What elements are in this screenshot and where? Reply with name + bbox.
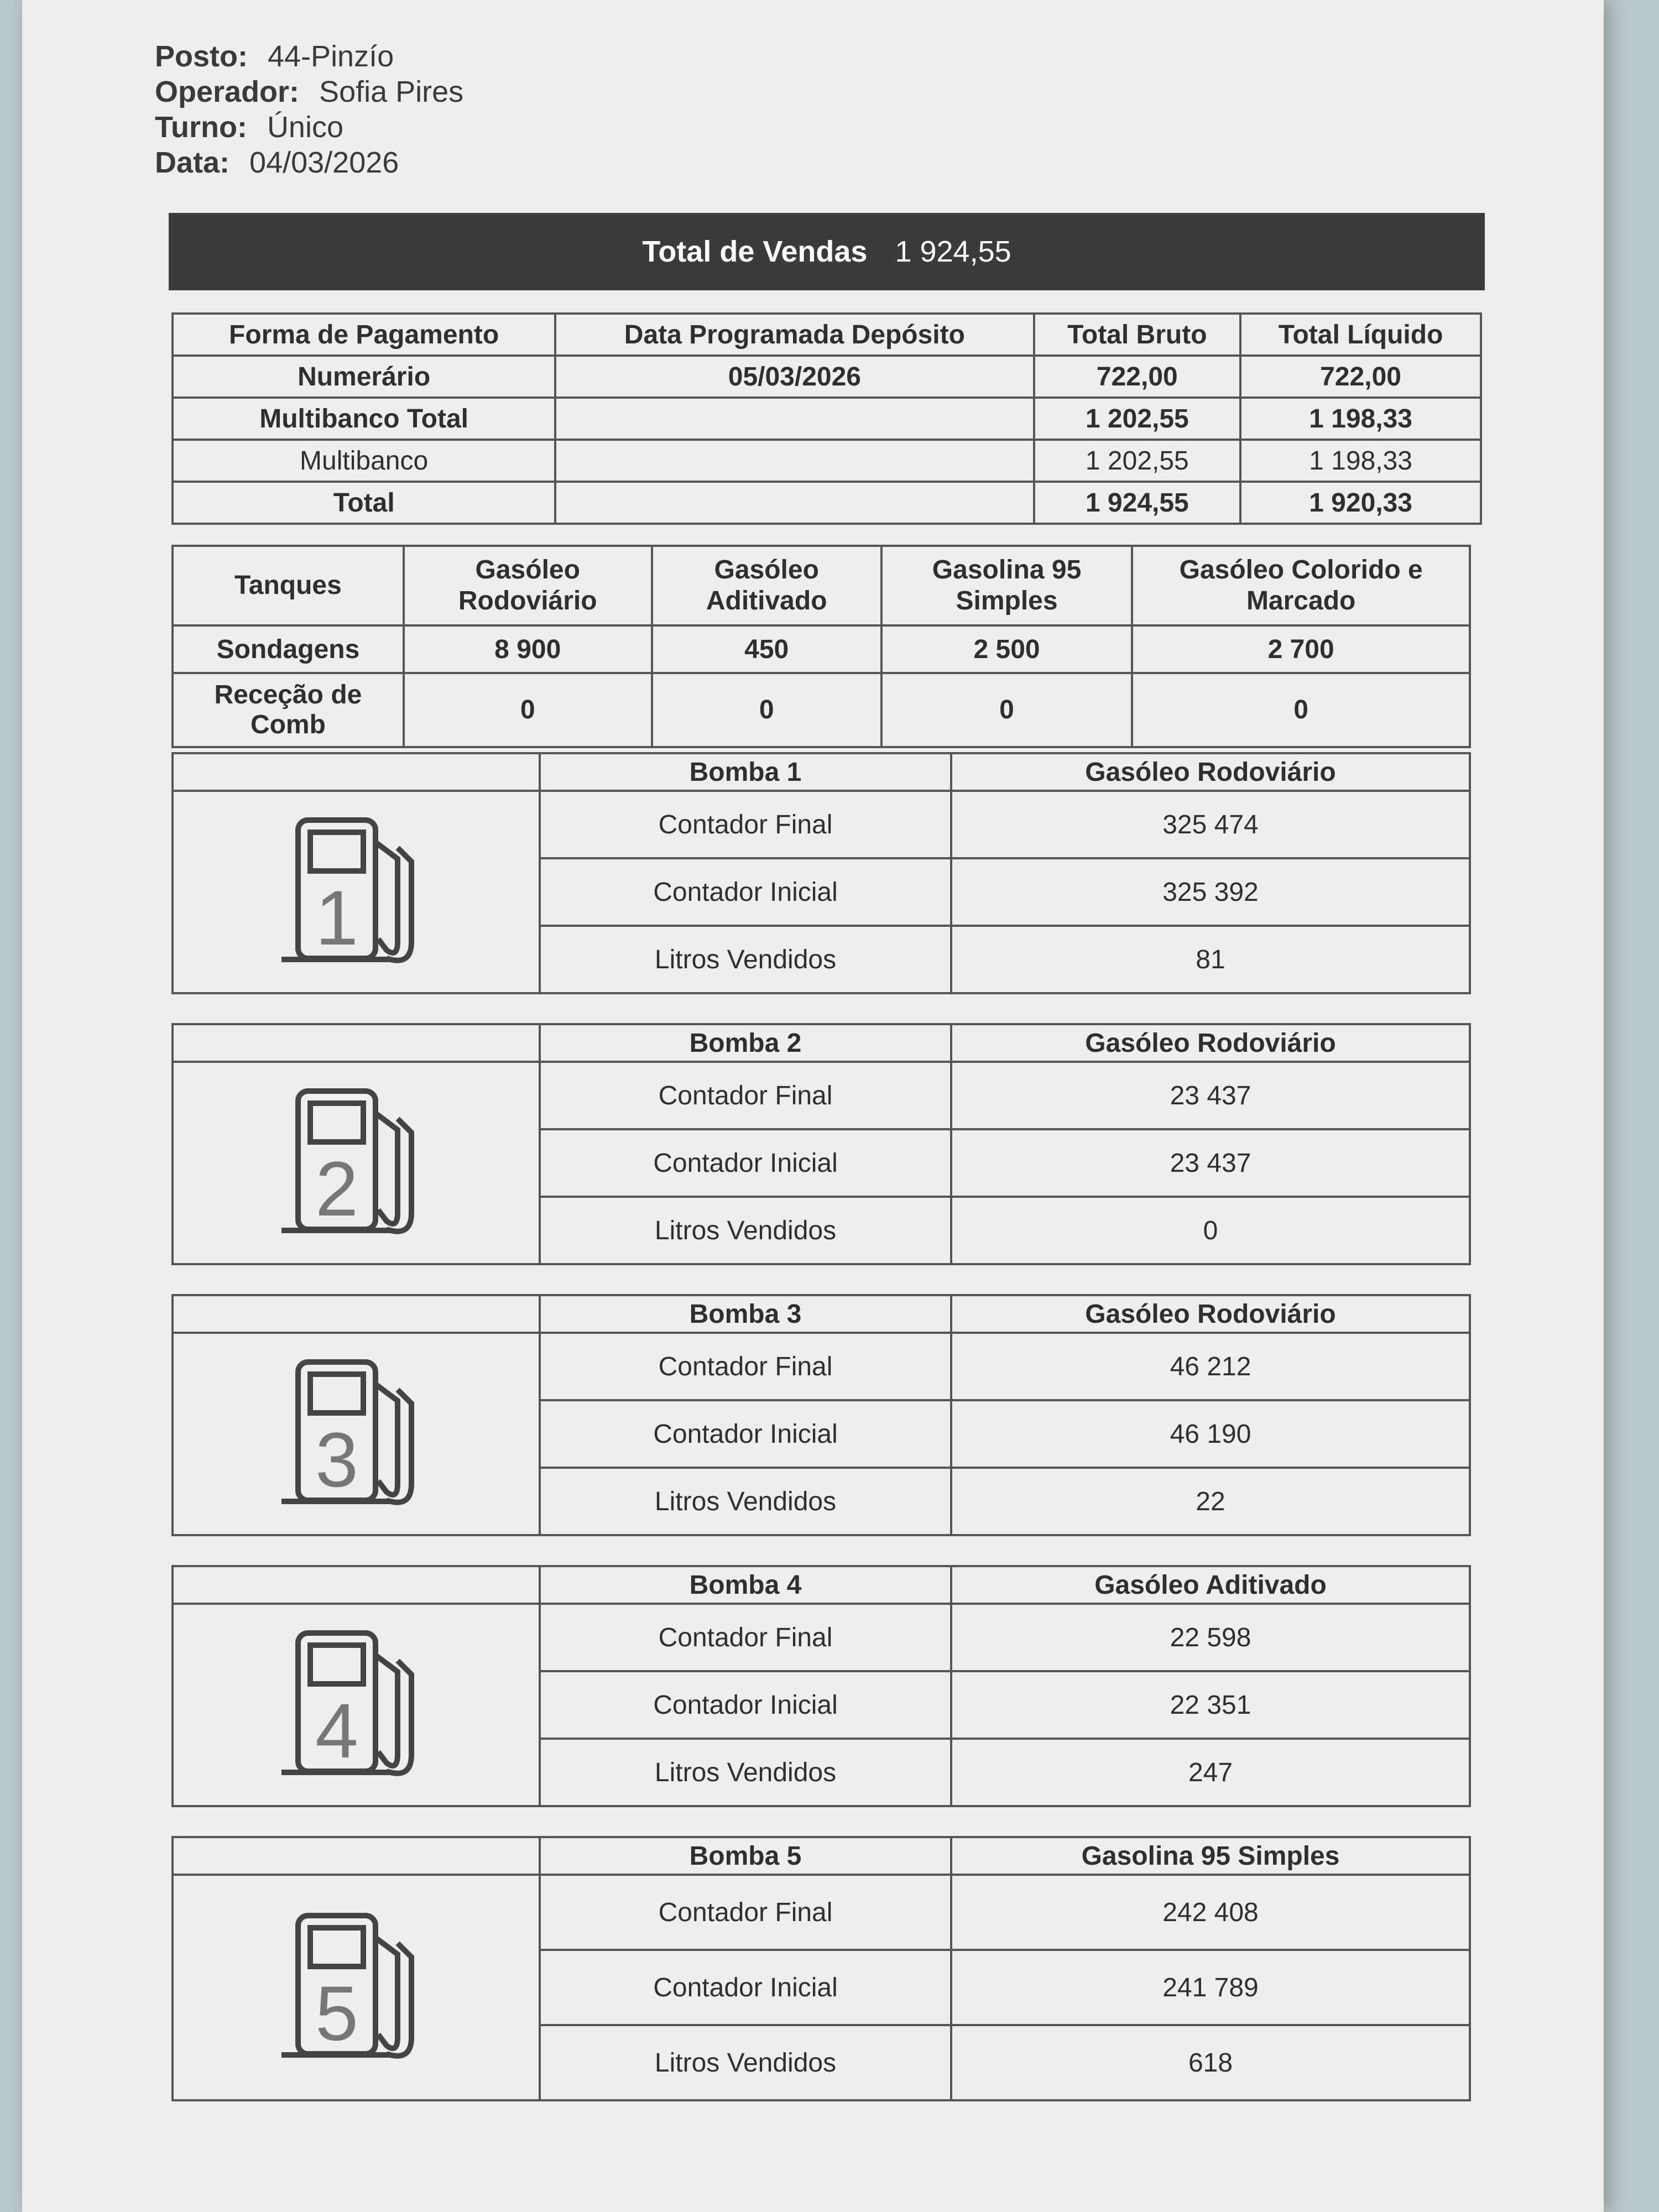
pump-blank-header (173, 1566, 540, 1604)
pump-number: 4 (315, 1687, 358, 1774)
pump-title: Bomba 4 (540, 1566, 951, 1604)
counter-label: Litros Vendidos (540, 2025, 951, 2100)
table-row (173, 1604, 1470, 1671)
counter-label: Contador Final (540, 1604, 951, 1671)
pump-fuel: Gasóleo Rodoviário (951, 1024, 1470, 1062)
pump-fuel: Gasóleo Rodoviário (951, 1295, 1470, 1333)
tank-value: 0 (1132, 673, 1470, 747)
counter-value: 325 474 (951, 791, 1470, 858)
counter-value: 0 (951, 1197, 1470, 1264)
pump-number: 1 (315, 874, 358, 961)
counter-label: Contador Final (540, 1333, 951, 1400)
counter-value: 325 392 (951, 858, 1470, 926)
gross-total: 1 202,55 (1034, 398, 1241, 440)
table-row (173, 482, 1481, 524)
fuel-pump-icon (281, 809, 431, 975)
payment-method: Total (173, 482, 555, 524)
pump-number: 5 (315, 1970, 358, 2057)
counter-label: Litros Vendidos (540, 1739, 951, 1806)
pump-number: 2 (315, 1145, 358, 1232)
tanks-header-cell: Tanques (173, 546, 404, 625)
pump-fuel: Gasolina 95 Simples (951, 1837, 1470, 1875)
table-row (173, 1062, 1470, 1129)
counter-label: Contador Final (540, 791, 951, 858)
pump-header-row (173, 1295, 1470, 1333)
tanks-header-cell: Gasolina 95 Simples (881, 546, 1133, 625)
pump-blank-header (173, 753, 540, 791)
tank-row-label: Sondagens (173, 625, 404, 673)
counter-value: 241 789 (951, 1950, 1470, 2025)
net-total: 722,00 (1240, 356, 1481, 398)
pump-header-row (173, 1837, 1470, 1875)
pump-blank-header (173, 1837, 540, 1875)
counter-value: 46 212 (951, 1333, 1470, 1400)
pump-blank-header (173, 1295, 540, 1333)
table-row (173, 440, 1481, 482)
net-total: 1 198,33 (1240, 440, 1481, 482)
counter-label: Litros Vendidos (540, 1468, 951, 1535)
counter-label: Litros Vendidos (540, 1197, 951, 1264)
turno-label: Turno: (155, 111, 247, 144)
pump-title: Bomba 5 (540, 1837, 951, 1875)
payments-header-cell: Total Bruto (1034, 314, 1241, 356)
table-row (173, 356, 1481, 398)
pump-title: Bomba 3 (540, 1295, 951, 1333)
counter-value: 22 351 (951, 1671, 1470, 1739)
counter-label: Contador Inicial (540, 858, 951, 926)
pump-table-4 (171, 1565, 1471, 1807)
tank-value: 2 700 (1132, 625, 1470, 673)
deposit-date (555, 398, 1034, 440)
posto-value: 44-Pinzío (268, 40, 394, 73)
pump-number: 3 (315, 1416, 358, 1503)
deposit-date (555, 482, 1034, 524)
total-sales-banner (169, 213, 1485, 290)
table-row (173, 625, 1470, 673)
table-row (173, 673, 1470, 747)
turno-value: Único (267, 111, 343, 144)
gross-total: 1 202,55 (1034, 440, 1241, 482)
data-value: 04/03/2026 (249, 146, 399, 179)
deposit-date (555, 440, 1034, 482)
fuel-pump-icon (281, 1080, 431, 1246)
payments-header-cell: Data Programada Depósito (555, 314, 1034, 356)
counter-label: Contador Inicial (540, 1400, 951, 1468)
counter-value: 22 598 (951, 1604, 1470, 1671)
operador-label: Operador: (155, 75, 300, 108)
tank-value: 0 (652, 673, 881, 747)
counter-label: Contador Inicial (540, 1950, 951, 2025)
tank-value: 8 900 (404, 625, 652, 673)
table-row (173, 791, 1470, 858)
counter-value: 247 (951, 1739, 1470, 1806)
data-label: Data: (155, 146, 230, 179)
counter-value: 618 (951, 2025, 1470, 2100)
pump-icon-cell (173, 791, 540, 993)
tank-value: 0 (881, 673, 1133, 747)
fuel-pump-icon (281, 1905, 431, 2070)
tanks-header-cell: Gasóleo Rodoviário (404, 546, 652, 625)
payments-table (171, 312, 1482, 525)
report-header (155, 39, 463, 180)
pump-icon-cell (173, 1333, 540, 1535)
tanks-header-cell: Gasóleo Colorido e Marcado (1132, 546, 1470, 625)
payments-header-row (173, 314, 1481, 356)
tank-value: 450 (652, 625, 881, 673)
table-row (173, 1875, 1470, 1950)
gross-total: 1 924,55 (1034, 482, 1241, 524)
payment-method: Multibanco (173, 440, 555, 482)
tanks-header-cell: Gasóleo Aditivado (652, 546, 881, 625)
fuel-pump-icon (281, 1622, 431, 1788)
counter-value: 46 190 (951, 1400, 1470, 1468)
tank-value: 0 (404, 673, 652, 747)
counter-label: Contador Final (540, 1875, 951, 1950)
pump-icon-cell (173, 1062, 540, 1264)
counter-label: Contador Final (540, 1062, 951, 1129)
tanks-table (171, 545, 1471, 748)
counter-value: 81 (951, 926, 1470, 993)
pump-header-row (173, 1024, 1470, 1062)
payment-method: Multibanco Total (173, 398, 555, 440)
paper-sheet (22, 0, 1604, 2212)
total-sales-value: 1 924,55 (895, 235, 1011, 268)
posto-label: Posto: (155, 40, 248, 73)
pump-blank-header (173, 1024, 540, 1062)
pump-table-5 (171, 1836, 1471, 2101)
net-total: 1 198,33 (1240, 398, 1481, 440)
pump-icon-cell (173, 1875, 540, 2100)
table-row (173, 398, 1481, 440)
payment-method: Numerário (173, 356, 555, 398)
pump-fuel: Gasóleo Rodoviário (951, 753, 1470, 791)
tank-value: 2 500 (881, 625, 1133, 673)
deposit-date: 05/03/2026 (555, 356, 1034, 398)
net-total: 1 920,33 (1240, 482, 1481, 524)
counter-label: Litros Vendidos (540, 926, 951, 993)
counter-value: 22 (951, 1468, 1470, 1535)
pump-table-3 (171, 1294, 1471, 1536)
fuel-pump-icon (281, 1351, 431, 1517)
pump-table-1 (171, 752, 1471, 994)
pump-title: Bomba 2 (540, 1024, 951, 1062)
counter-label: Contador Inicial (540, 1671, 951, 1739)
table-row (173, 1333, 1470, 1400)
payments-header-cell: Forma de Pagamento (173, 314, 555, 356)
pump-icon-cell (173, 1604, 540, 1806)
total-sales-label: Total de Vendas (642, 235, 868, 268)
counter-label: Contador Inicial (540, 1129, 951, 1197)
pump-header-row (173, 753, 1470, 791)
pump-table-2 (171, 1023, 1471, 1265)
pump-fuel: Gasóleo Aditivado (951, 1566, 1470, 1604)
gross-total: 722,00 (1034, 356, 1241, 398)
counter-value: 23 437 (951, 1129, 1470, 1197)
pump-title: Bomba 1 (540, 753, 951, 791)
tank-row-label: Receção de Comb (173, 673, 404, 747)
pump-header-row (173, 1566, 1470, 1604)
operador-value: Sofia Pires (319, 75, 464, 108)
tanks-header-row (173, 546, 1470, 625)
counter-value: 242 408 (951, 1875, 1470, 1950)
payments-header-cell: Total Líquido (1240, 314, 1481, 356)
counter-value: 23 437 (951, 1062, 1470, 1129)
